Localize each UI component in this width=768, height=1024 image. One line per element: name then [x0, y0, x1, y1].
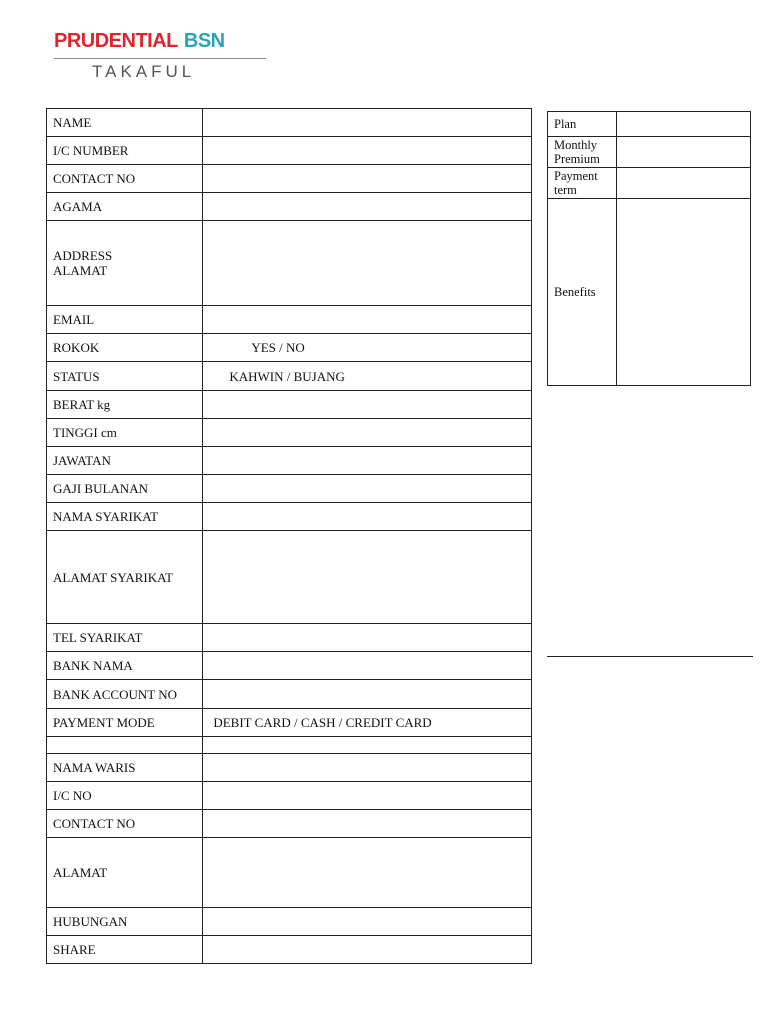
field-value-contact-no[interactable] [203, 165, 532, 193]
form-row-agama [47, 193, 532, 221]
field-value-bank-nama[interactable] [203, 652, 532, 680]
field-value-email[interactable] [203, 306, 532, 334]
field-value-address[interactable] [203, 221, 532, 306]
plan-summary-table [547, 111, 751, 386]
form-row-gaji-bulanan [47, 475, 532, 503]
field-value-payment-term[interactable] [617, 168, 751, 199]
field-value-name[interactable] [203, 109, 532, 137]
form-row-monthly-premium [548, 137, 751, 168]
form-row-share [47, 936, 532, 964]
form-row-contact-no [47, 165, 532, 193]
field-value-tel-syarikat[interactable] [203, 624, 532, 652]
field-label-share: SHARE [47, 936, 203, 964]
field-value-i-c-number[interactable] [203, 137, 532, 165]
field-label-tel-syarikat: TEL SYARIKAT [47, 624, 203, 652]
field-value-i-c-no[interactable] [203, 782, 532, 810]
field-label-gaji-bulanan: GAJI BULANAN [47, 475, 203, 503]
company-logo [54, 30, 268, 86]
field-value-tinggi-cm[interactable] [203, 419, 532, 447]
applicant-form-table [46, 108, 532, 964]
logo-brand-prudential: PRUDENTIAL [54, 30, 178, 52]
form-row-benefits [548, 199, 751, 386]
field-label-plan: Plan [548, 112, 617, 137]
field-value-benefits[interactable] [617, 199, 751, 386]
field-value-hubungan[interactable] [203, 908, 532, 936]
field-label-name: NAME [47, 109, 203, 137]
field-label-bank-account-no: BANK ACCOUNT NO [47, 680, 203, 709]
field-value-contact-no[interactable] [203, 810, 532, 838]
form-row-payment-term [548, 168, 751, 199]
field-value-share[interactable] [203, 936, 532, 964]
logo-subtitle: TAKAFUL [92, 62, 196, 81]
field-value-blank[interactable] [203, 737, 532, 754]
field-label-nama-syarikat: NAMA SYARIKAT [47, 503, 203, 531]
form-row-jawatan [47, 447, 532, 475]
field-label-payment-mode: PAYMENT MODE [47, 709, 203, 737]
field-value-berat-kg[interactable] [203, 391, 532, 419]
field-label-blank [47, 737, 203, 754]
form-row-i-c-number [47, 137, 532, 165]
form-row-berat-kg [47, 391, 532, 419]
form-row-status [47, 362, 532, 391]
form-row-alamat [47, 838, 532, 908]
logo-divider [54, 58, 266, 59]
form-row-tinggi-cm [47, 419, 532, 447]
field-value-jawatan[interactable] [203, 447, 532, 475]
field-value-payment-mode[interactable]: DEBIT CARD / CASH / CREDIT CARD [203, 709, 532, 737]
form-row-nama-waris [47, 754, 532, 782]
form-row-hubungan [47, 908, 532, 936]
form-row-contact-no [47, 810, 532, 838]
field-label-bank-nama: BANK NAMA [47, 652, 203, 680]
form-row-rokok [47, 334, 532, 362]
form-row-bank-account-no [47, 680, 532, 709]
field-label-i-c-number: I/C NUMBER [47, 137, 203, 165]
field-value-nama-syarikat[interactable] [203, 503, 532, 531]
field-label-contact-no: CONTACT NO [47, 810, 203, 838]
field-label-i-c-no: I/C NO [47, 782, 203, 810]
field-label-monthly-premium: Monthly Premium [548, 137, 617, 168]
field-label-status: STATUS [47, 362, 203, 391]
field-label-address: ADDRESS ALAMAT [47, 221, 203, 306]
form-row-plan [548, 112, 751, 137]
field-label-alamat: ALAMAT [47, 838, 203, 908]
form-row-blank [47, 737, 532, 754]
field-label-hubungan: HUBUNGAN [47, 908, 203, 936]
form-row-i-c-no [47, 782, 532, 810]
field-label-contact-no: CONTACT NO [47, 165, 203, 193]
form-row-payment-mode [47, 709, 532, 737]
field-label-jawatan: JAWATAN [47, 447, 203, 475]
field-value-gaji-bulanan[interactable] [203, 475, 532, 503]
form-row-email [47, 306, 532, 334]
field-value-status[interactable]: KAHWIN / BUJANG [203, 362, 532, 391]
form-row-bank-nama [47, 652, 532, 680]
field-label-agama: AGAMA [47, 193, 203, 221]
field-label-alamat-syarikat: ALAMAT SYARIKAT [47, 531, 203, 624]
field-value-bank-account-no[interactable] [203, 680, 532, 709]
field-value-agama[interactable] [203, 193, 532, 221]
form-row-tel-syarikat [47, 624, 532, 652]
field-label-berat-kg: BERAT kg [47, 391, 203, 419]
form-row-name [47, 109, 532, 137]
field-label-email: EMAIL [47, 306, 203, 334]
field-label-tinggi-cm: TINGGI cm [47, 419, 203, 447]
logo-brand-bsn: BSN [183, 30, 225, 52]
form-row-address [47, 221, 532, 306]
field-value-plan[interactable] [617, 112, 751, 137]
field-value-rokok[interactable]: YES / NO [203, 334, 532, 362]
field-label-payment-term: Payment term [548, 168, 617, 199]
signature-line [547, 656, 753, 657]
field-value-alamat-syarikat[interactable] [203, 531, 532, 624]
field-value-monthly-premium[interactable] [617, 137, 751, 168]
logo-wordmark [54, 30, 225, 53]
field-label-benefits: Benefits [548, 199, 617, 386]
field-label-nama-waris: NAMA WARIS [47, 754, 203, 782]
form-row-nama-syarikat [47, 503, 532, 531]
field-label-rokok: ROKOK [47, 334, 203, 362]
form-row-alamat-syarikat [47, 531, 532, 624]
field-value-alamat[interactable] [203, 838, 532, 908]
field-value-nama-waris[interactable] [203, 754, 532, 782]
